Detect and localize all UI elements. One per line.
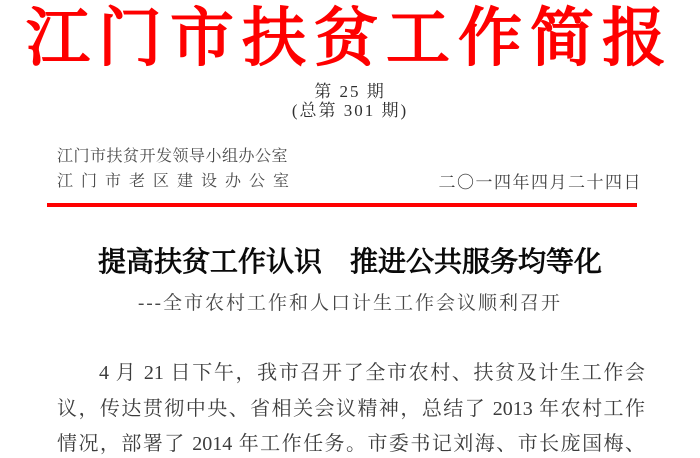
issue-number: 第 25 期 bbox=[314, 82, 386, 101]
cumulative-issue-number: (总第 301 期) bbox=[291, 101, 409, 120]
issue-date: 二〇一四年四月二十四日 bbox=[438, 173, 642, 192]
article-subtitle: ---全市农村工作和人口计生工作会议顺利召开 bbox=[138, 293, 562, 314]
body-text-line: 议，传达贯彻中央、省相关会议精神，总结了 2013 年农村工作 bbox=[57, 397, 645, 420]
body-text-line: 情况，部署了 2014 年工作任务。市委书记刘海、市长庞国梅、 bbox=[57, 433, 645, 455]
article-body bbox=[57, 356, 645, 458]
masthead-divider-rule bbox=[47, 203, 637, 207]
issuing-org-secondary: 江门市老区建设办公室 bbox=[57, 173, 298, 190]
document-header bbox=[57, 144, 642, 194]
article-headline: 提高扶贫工作认识 推进公共服务均等化 bbox=[97, 247, 602, 278]
issuing-org-primary: 江门市扶贫开发领导小组办公室 bbox=[57, 148, 289, 165]
bulletin-title: 江门市扶贫工作简报 bbox=[26, 3, 674, 74]
issuing-org-block bbox=[57, 144, 297, 194]
body-text-line: 4 月 21 日下午，我市召开了全市农村、扶贫及计生工作会 bbox=[99, 362, 645, 384]
